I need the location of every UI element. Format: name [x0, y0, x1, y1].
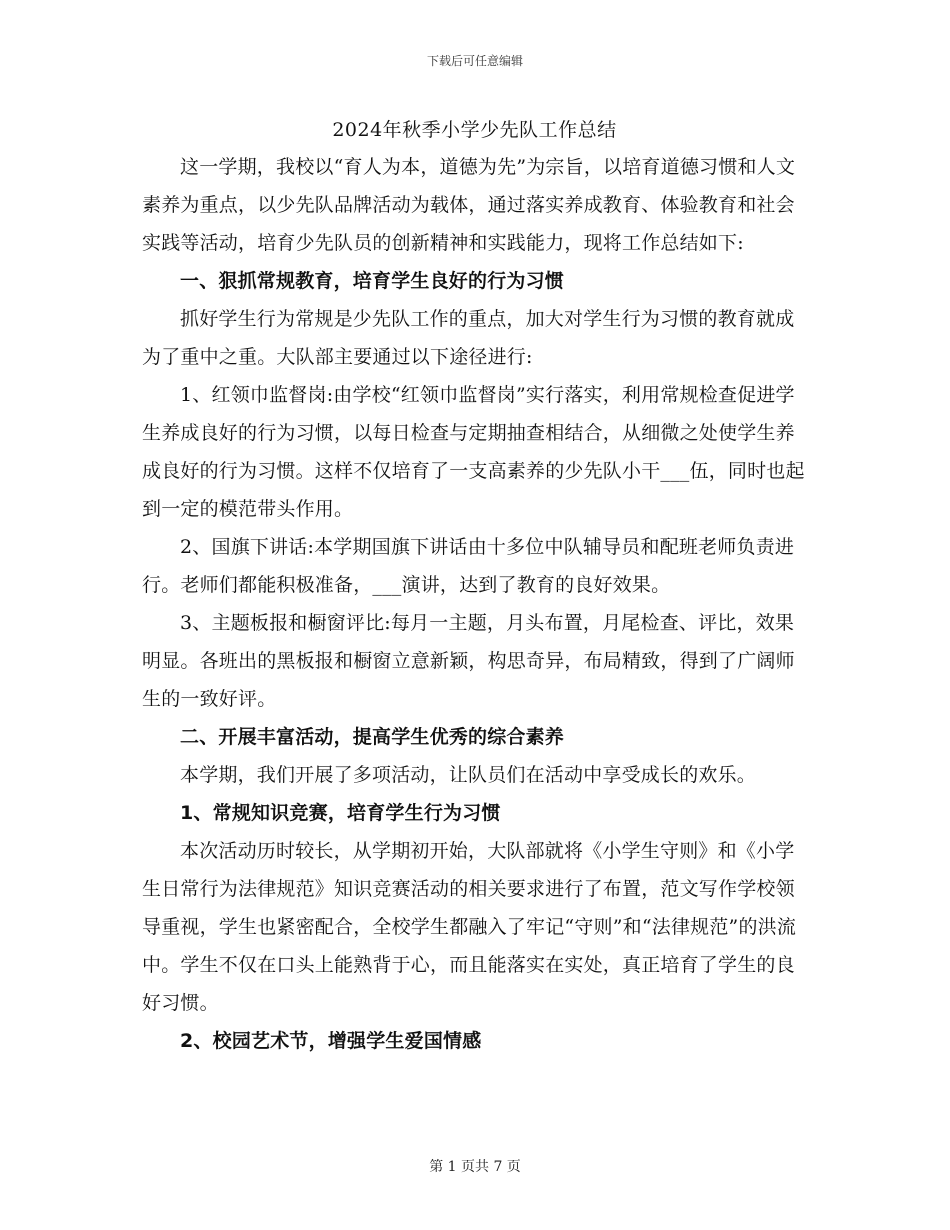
section-heading: 1、常规知识竞赛，培育学生行为习惯: [180, 802, 501, 824]
document-title: 2024年秋季小学少先队工作总结: [332, 119, 617, 141]
document-body: [142, 112, 807, 1060]
body-paragraph: 本次活动历时较长，从学期初开始，大队部就将《小学生守则》和《小学生日常行为法律规范》知识竞赛活动的相关要求进行了布置，范文写作学校领导重视，学生也紧密配合，全校学生都融入了牢记“守则”和“法律规范”的洪流中。学生不仅在口头上能熟背于心，而且能落实在实处，真正培育了学生的良好习惯。: [142, 840, 797, 1014]
section-heading: 2、校园艺术节，增强学生爱国情感: [180, 1030, 482, 1052]
page-footer: 第 1 页共 7 页: [429, 1159, 521, 1175]
section-heading: 二、开展丰富活动，提高学生优秀的综合素养: [180, 726, 565, 748]
section-heading: 一、狠抓常规教育，培育学生良好的行为习惯: [180, 270, 565, 292]
document-blocks: [142, 148, 807, 1060]
body-paragraph: 本学期，我们开展了多项活动，让队员们在活动中享受成长的欢乐。: [180, 764, 757, 786]
body-paragraph: 3、主题板报和橱窗评比:每月一主题，月头布置，月尾检查、评比，效果明显。各班出的黑板报和橱窗立意新颖，构思奇异，布局精致，得到了广阔师生的一致好评。: [142, 612, 795, 710]
page-header: 下载后可任意编辑: [426, 54, 523, 68]
body-paragraph: 2、国旗下讲话:本学期国旗下讲话由十多位中队辅导员和配班老师负责进行。老师们都能积极准备，___演讲，达到了教育的良好效果。: [142, 536, 795, 596]
body-paragraph: 抓好学生行为常规是少先队工作的重点，加大对学生行为习惯的教育就成为了重中之重。大队部主要通过以下途径进行:: [142, 308, 795, 368]
body-paragraph: 1、红领巾监督岗:由学校“红领巾监督岗”实行落实，利用常规检查促进学生养成良好的行为习惯，以每日检查与定期抽查相结合，从细微之处使学生养成良好的行为习惯。这样不仅培育了一支高素养的少先队小干___伍，同时也起到一定的模范带头作用。: [142, 384, 805, 520]
body-paragraph: 这一学期，我校以“育人为本，道德为先”为宗旨，以培育道德习惯和人文素养为重点，以少先队品牌活动为载体，通过落实养成教育、体验教育和社会实践等活动，培育少先队员的创新精神和实践能力，现将工作总结如下:: [142, 156, 796, 254]
